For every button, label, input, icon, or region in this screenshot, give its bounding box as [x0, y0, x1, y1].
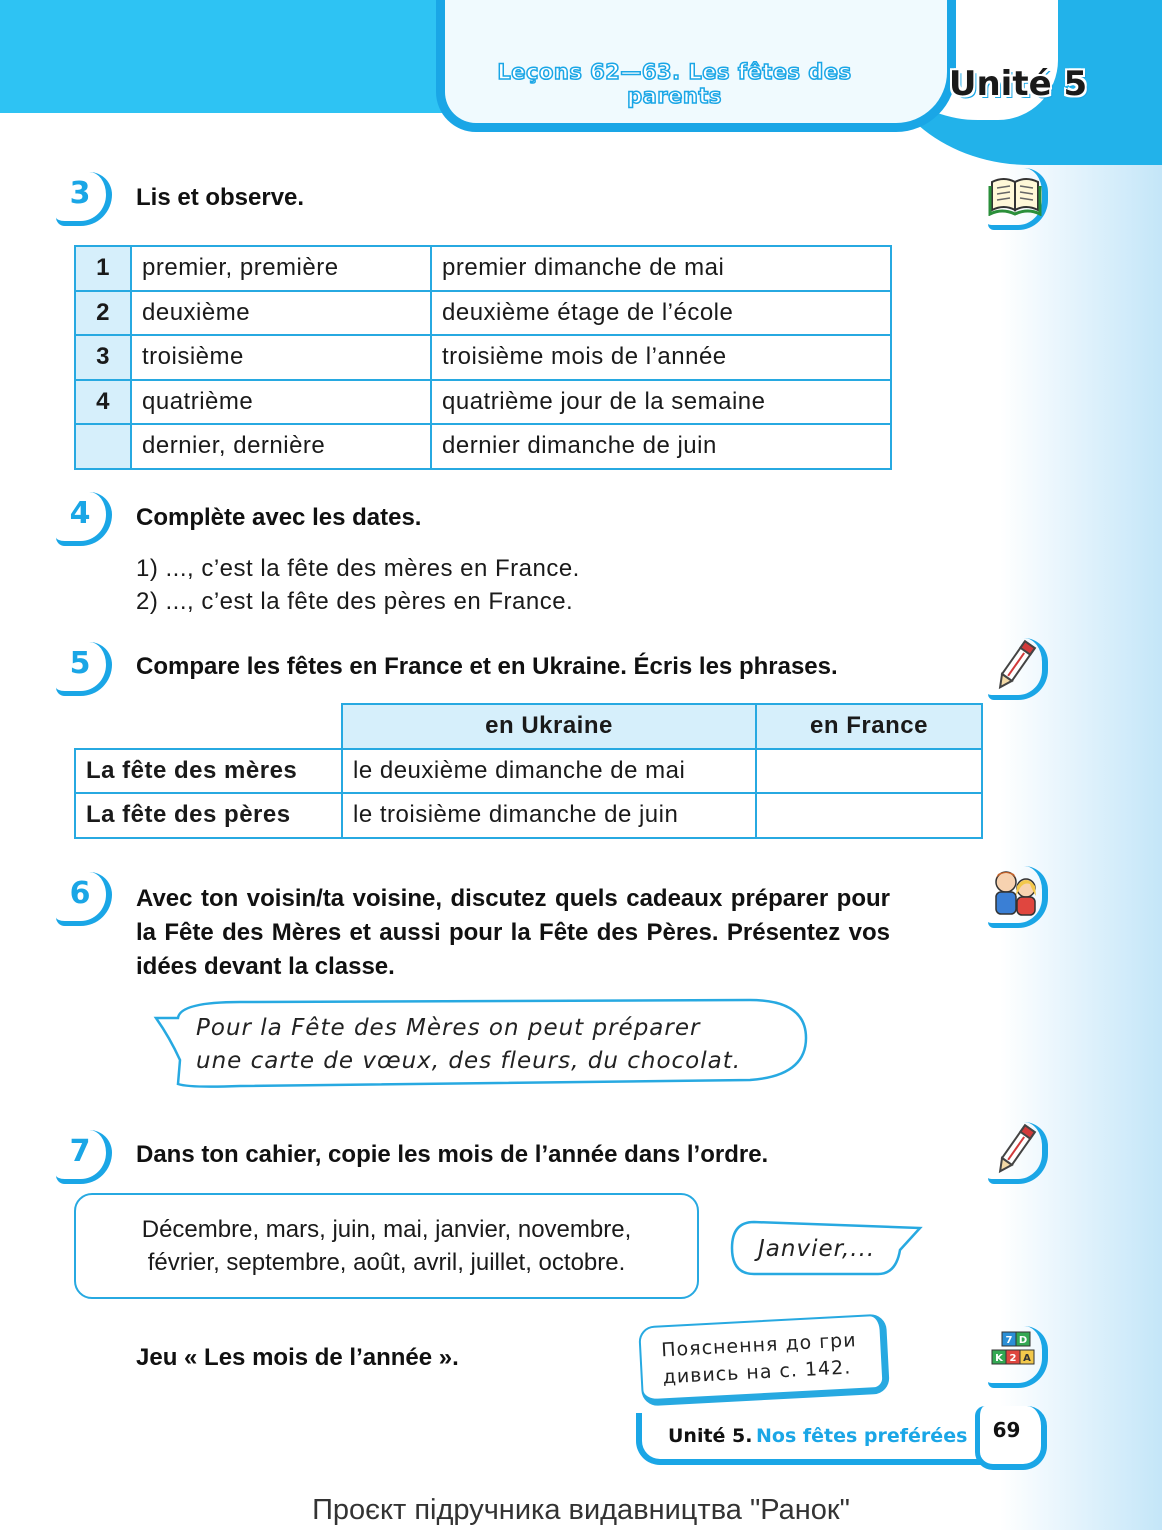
- bubble-line-2: une carte de vœux, des fleurs, du chocolat.: [196, 1048, 742, 1074]
- row-number: 1: [75, 246, 131, 291]
- children-pair-icon: [988, 866, 1048, 928]
- row-label: La fête des pères: [75, 793, 342, 838]
- cell-france: [756, 793, 982, 838]
- table-row: [75, 335, 891, 380]
- cell-ukraine: le deuxième dimanche de mai: [342, 749, 756, 794]
- exercise-4-badge: [56, 492, 112, 546]
- row-label: La fête des mères: [75, 749, 342, 794]
- exercise-7-instruction: Dans ton cahier, copie les mois de l’année dans l’ordre.: [136, 1141, 769, 1168]
- row-number: 3: [75, 335, 131, 380]
- ordinal-example: quatrième jour de la semaine: [431, 380, 891, 425]
- table-row: [75, 424, 891, 469]
- exercise-3-badge: [56, 172, 112, 226]
- table-row: [75, 246, 891, 291]
- unit-title: Unité 5: [948, 64, 1088, 104]
- exercise-number: 3: [69, 176, 91, 211]
- row-number: [75, 424, 131, 469]
- footer-unit-name: Nos fêtes preférées: [756, 1425, 968, 1447]
- svg-text:7: 7: [1005, 1335, 1013, 1346]
- svg-text:A: A: [1023, 1353, 1031, 1364]
- months-line-1: Décembre, mars, juin, mai, janvier, novembre,: [141, 1216, 632, 1243]
- footer-unit-label: Unité 5.: [668, 1425, 753, 1447]
- ordinal-word: troisième: [131, 335, 431, 380]
- right-decorative-strip: [1000, 0, 1162, 1530]
- page-number: 69: [992, 1418, 1021, 1442]
- ordinal-word: dernier, dernière: [131, 424, 431, 469]
- header-band: [0, 0, 470, 113]
- page-number-box: [975, 1406, 1047, 1470]
- cell-ukraine: le troisième dimanche de juin: [342, 793, 756, 838]
- footer-unit-bar: [636, 1413, 1002, 1465]
- game-note-line-2: дивись на с. 142.: [662, 1356, 852, 1389]
- header-france: en France: [756, 704, 982, 749]
- exercise-5-instruction: Compare les fêtes en France et en Ukraine. Écris les phrases.: [136, 653, 838, 680]
- ordinals-table: [74, 245, 892, 470]
- ordinal-example: dernier dimanche de juin: [431, 424, 891, 469]
- exercise-4-sentence-1: 1) ..., c’est la fête des mères en France.: [136, 555, 580, 582]
- ordinal-word: deuxième: [131, 291, 431, 336]
- months-box: [74, 1193, 699, 1299]
- pencil-icon: [988, 638, 1048, 700]
- exercise-number: 6: [69, 876, 91, 911]
- cell-france: [756, 749, 982, 794]
- game-note-line-1: Пояснення до гри: [660, 1329, 858, 1362]
- ordinal-example: deuxième étage de l’école: [431, 291, 891, 336]
- game-title: Jeu « Les mois de l’année ».: [136, 1344, 459, 1371]
- exercise-7-badge: [56, 1130, 112, 1184]
- svg-text:2: 2: [1009, 1353, 1017, 1364]
- bubble-janvier: Janvier,...: [758, 1236, 876, 1262]
- table-header-row: [75, 704, 982, 749]
- exercise-number: 4: [69, 496, 91, 531]
- svg-text:D: D: [1018, 1335, 1028, 1346]
- compare-table: [74, 703, 983, 839]
- pencil-icon: [988, 1122, 1048, 1184]
- exercise-number: 7: [69, 1134, 91, 1169]
- exercise-6-instruction: Avec ton voisin/ta voisine, discutez quels cadeaux préparer pour la Fête des Mères et aussi pour la Fête des Pères. Présentez vos idées devant la classe.: [136, 885, 890, 980]
- exercise-6-badge: [56, 872, 112, 926]
- exercise-5-badge: [56, 642, 112, 696]
- table-row: [75, 291, 891, 336]
- exercise-3-instruction: Lis et observe.: [136, 184, 305, 211]
- table-row: [75, 793, 982, 838]
- lesson-title: Leçons 62—63. Les fêtes des parents: [497, 60, 852, 108]
- exercise-number: 5: [69, 646, 91, 681]
- row-number: 4: [75, 380, 131, 425]
- ordinal-word: quatrième: [131, 380, 431, 425]
- table-row: [75, 380, 891, 425]
- row-number: 2: [75, 291, 131, 336]
- exercise-4-sentence-2: 2) ..., c’est la fête des pères en France.: [136, 588, 574, 615]
- game-note-card: [638, 1314, 890, 1407]
- months-line-2: février, septembre, août, avril, juillet, octobre.: [147, 1249, 626, 1276]
- publisher-note: Проєкт підручника видавництва "Ранок": [312, 1494, 850, 1526]
- header-blank-cell: [75, 704, 342, 749]
- ordinal-example: troisième mois de l’année: [431, 335, 891, 380]
- svg-text:K: K: [995, 1353, 1003, 1364]
- table-row: [75, 749, 982, 794]
- letter-blocks-icon: [988, 1326, 1048, 1388]
- ordinal-word: premier, première: [131, 246, 431, 291]
- exercise-4-instruction: Complète avec les dates.: [136, 504, 422, 531]
- open-book-icon: [988, 168, 1048, 230]
- bubble-line-1: Pour la Fête des Mères on peut préparer: [196, 1015, 701, 1041]
- header-ukraine: en Ukraine: [342, 704, 756, 749]
- ordinal-example: premier dimanche de mai: [431, 246, 891, 291]
